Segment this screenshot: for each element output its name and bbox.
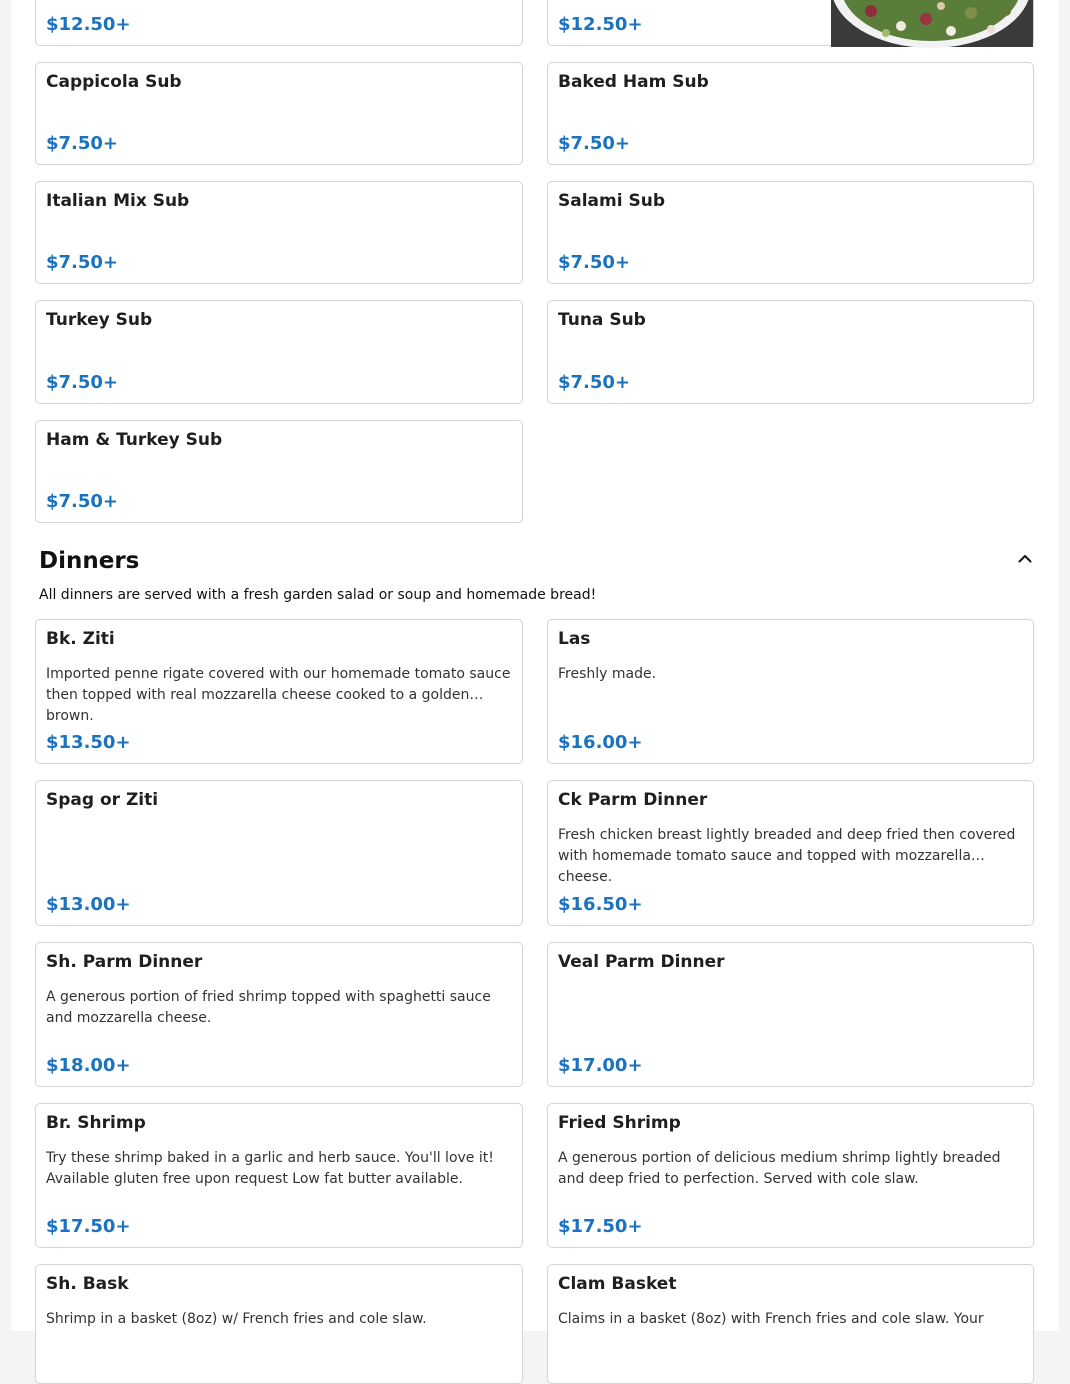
item-description: Shrimp in a basket (8oz) w/ French fries and cole slaw. (46, 1311, 427, 1327)
menu-item-card[interactable] (35, 1103, 523, 1248)
item-name: Veal Parm Dinner (558, 952, 725, 972)
item-description: A generous portion of fried shrimp topped with spaghetti sauce and mozzarella cheese. (46, 989, 491, 1026)
chevron-up-icon (1018, 554, 1032, 563)
item-name: Fried Shrimp (558, 1113, 681, 1133)
item-price: $18.00+ (46, 1055, 131, 1076)
item-price: $13.00+ (46, 894, 131, 915)
menu-item-card[interactable] (547, 619, 1034, 764)
menu-item-card[interactable] (35, 420, 523, 523)
menu-item-card[interactable] (35, 0, 523, 46)
item-price: $16.00+ (558, 732, 643, 753)
item-name: Clam Basket (558, 1274, 677, 1294)
item-price: $7.50+ (46, 133, 119, 154)
item-name: Ham & Turkey Sub (46, 430, 223, 450)
menu-item-card[interactable] (547, 300, 1034, 404)
item-name: Salami Sub (558, 191, 665, 211)
item-price: $7.50+ (558, 372, 631, 393)
section-description: All dinners are served with a fresh garden salad or soup and homemade bread! (39, 587, 597, 603)
menu-item-card[interactable] (35, 1264, 523, 1384)
salad-photo (831, 0, 1033, 45)
menu-item-card[interactable] (547, 1264, 1034, 1384)
item-description: Freshly made. (558, 666, 657, 682)
menu-item-card[interactable] (547, 942, 1034, 1087)
item-name: Bk. Ziti (46, 629, 115, 649)
menu-item-card[interactable] (35, 942, 523, 1087)
item-price: $12.50+ (558, 14, 643, 35)
item-name: Ck Parm Dinner (558, 790, 708, 810)
item-description: Try these shrimp baked in a garlic and herb sauce. You'll love it! Available gluten free upon request Low fat butter available. (46, 1150, 494, 1187)
item-price: $7.50+ (46, 252, 119, 273)
menu-item-card[interactable] (547, 0, 1034, 46)
item-name: Tuna Sub (558, 310, 646, 330)
item-price: $7.50+ (558, 252, 631, 273)
item-price: $17.50+ (46, 1216, 131, 1237)
item-name: Sh. Parm Dinner (46, 952, 203, 972)
item-name: Baked Ham Sub (558, 72, 709, 92)
item-price: $17.50+ (558, 1216, 643, 1237)
collapse-section-button[interactable] (1013, 546, 1037, 570)
menu-item-card[interactable] (547, 1103, 1034, 1248)
item-name: Italian Mix Sub (46, 191, 190, 211)
menu-item-card[interactable] (35, 62, 523, 165)
menu-item-card[interactable] (35, 300, 523, 404)
menu-item-card[interactable] (35, 181, 523, 284)
item-description: Fresh chicken breast lightly breaded and deep fried then covered with homemade tomato sauce and topped with mozzarella cheese. (558, 827, 1016, 885)
item-price: $7.50+ (558, 133, 631, 154)
item-price: $17.00+ (558, 1055, 643, 1076)
item-name: Br. Shrimp (46, 1113, 146, 1133)
menu-item-card[interactable] (547, 62, 1034, 165)
item-price: $12.50+ (46, 14, 131, 35)
item-name: Cappicola Sub (46, 72, 182, 92)
section-title: Dinners (39, 548, 140, 574)
item-name: Turkey Sub (46, 310, 153, 330)
menu-item-card[interactable] (547, 181, 1034, 284)
menu-item-card[interactable] (547, 780, 1034, 926)
item-price: $7.50+ (46, 491, 119, 512)
item-description: Imported penne rigate covered with our homemade tomato sauce then topped with real mozzarella cheese cooked to a golden brown. (46, 666, 511, 724)
menu-item-card[interactable] (35, 619, 523, 764)
item-description: Claims in a basket (8oz) with French fries and cole slaw. Your (558, 1311, 984, 1327)
item-description: A generous portion of delicious medium shrimp lightly breaded and deep fried to perfection. Served with cole slaw. (558, 1150, 1001, 1187)
item-price: $13.50+ (46, 732, 131, 753)
item-name: Sh. Bask (46, 1274, 129, 1294)
menu-item-card[interactable] (35, 780, 523, 926)
item-price: $16.50+ (558, 894, 643, 915)
item-name: Las (558, 629, 591, 649)
item-price: $7.50+ (46, 372, 119, 393)
item-name: Spag or Ziti (46, 790, 159, 810)
